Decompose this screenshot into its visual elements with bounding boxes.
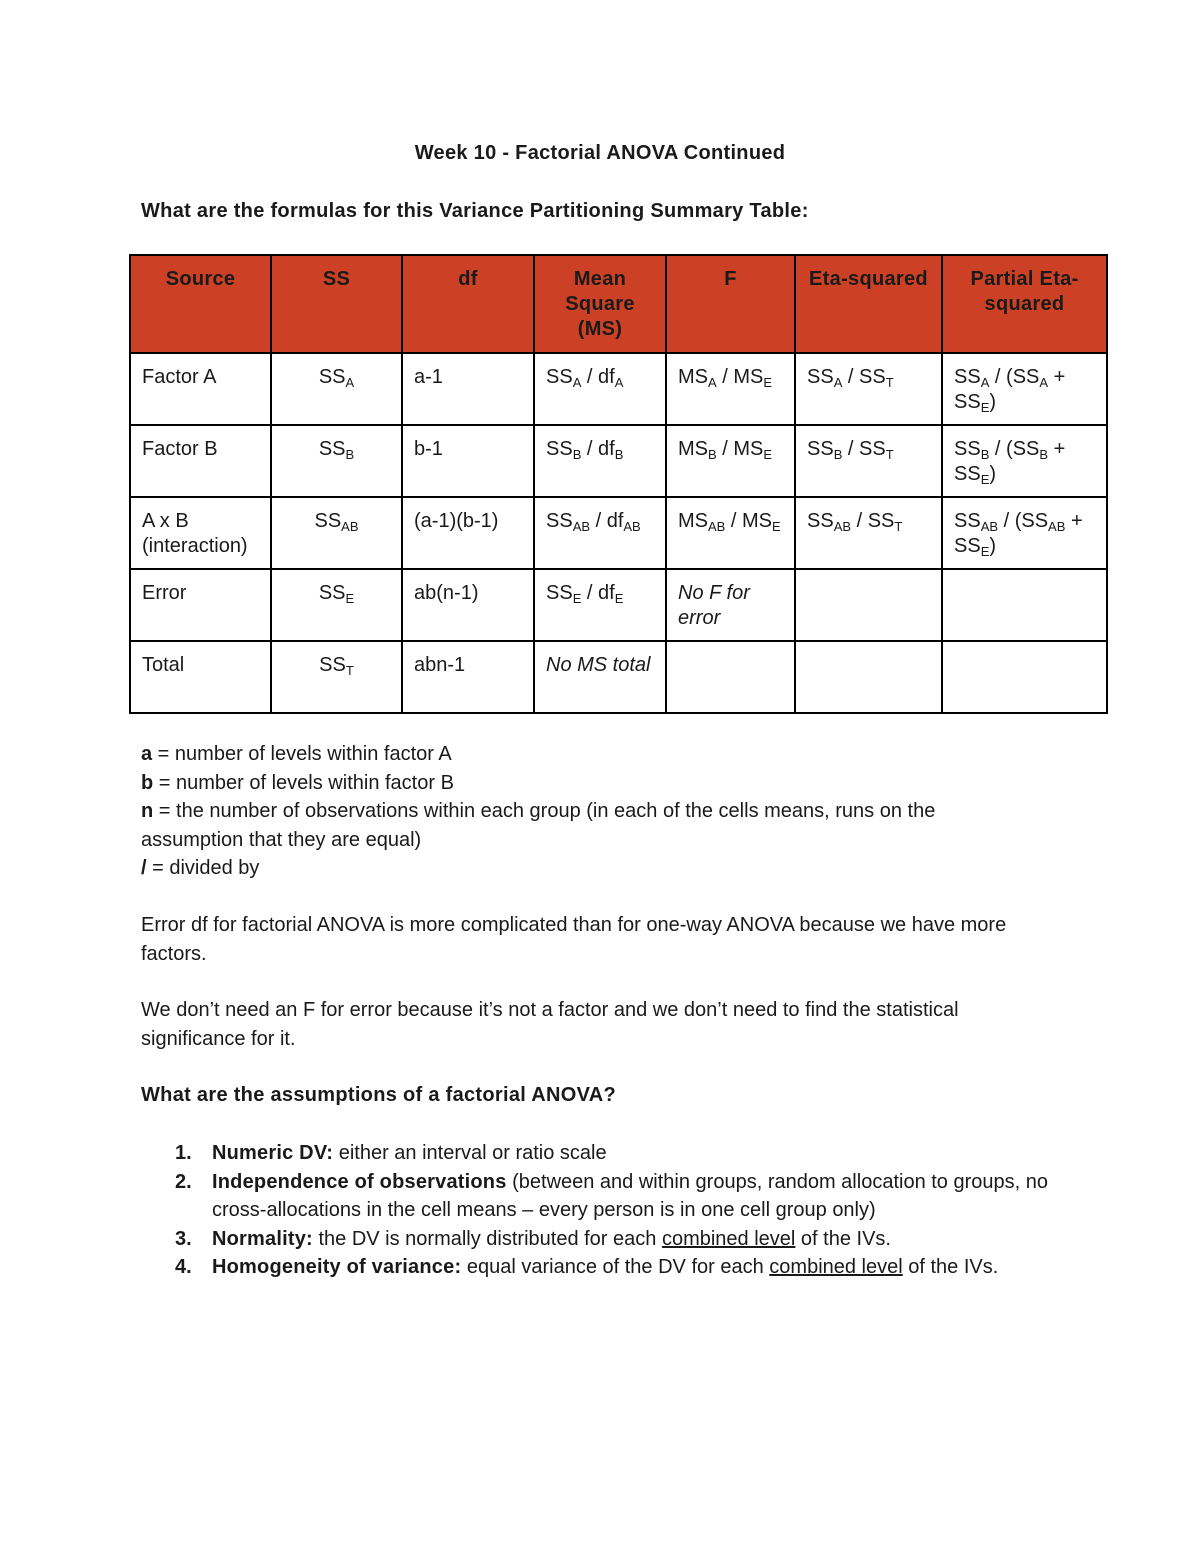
cell-eta-squared: $SS_A / SS_T$ [795,353,942,425]
cell-eta-squared [795,641,942,713]
page-title: Week 10 - Factorial ANOVA Continued [414,142,786,164]
cell-partial-eta-squared [942,641,1107,713]
cell-df: b-1 [402,425,534,497]
cell-ms: $SS_{AB} / df_{AB}$ [534,497,666,569]
cell-f: $MS_B / MS_E$ [666,425,795,497]
cell-ss: $SS_{AB}$ [271,497,402,569]
table-row [130,569,1107,641]
cell-eta-squared: $SS_B / SS_T$ [795,425,942,497]
cell-ss: $SS_A$ [271,353,402,425]
cell-partial-eta-squared: $SS_{AB} / (SS_{AB} + SS_E)$ [942,497,1107,569]
cell-f: $MS_A / MS_E$ [666,353,795,425]
table-row [130,497,1107,569]
variance-partitioning-table [129,254,1108,714]
list-item: 4. Homogeneity of variance: equal variance of the DV for each combined level of the IVs. [175,1256,999,1278]
cell-df: a-1 [402,353,534,425]
cell-source: A x B (interaction) [130,497,271,569]
cell-source: Total [130,641,271,713]
definition-item: / = divided by [141,857,260,879]
paragraph-no-f-error: We don’t need an F for error because it’s not a factor and we don’t need to find the statistical significance for it. [141,999,959,1050]
cell-eta-squared: $SS_{AB} / SS_T$ [795,497,942,569]
header-ms: Mean Square (MS) [534,255,666,353]
table-row [130,641,1107,713]
cell-ms: $SS_B / df_B$ [534,425,666,497]
cell-ss: $SS_E$ [271,569,402,641]
cell-df: abn-1 [402,641,534,713]
table-row [130,353,1107,425]
cell-f: No F for error [666,569,795,641]
table-header-row [130,255,1107,353]
cell-ms: $SS_A / df_A$ [534,353,666,425]
cell-partial-eta-squared [942,569,1107,641]
cell-ss: $SS_T$ [271,641,402,713]
cell-partial-eta-squared: $SS_B / (SS_B + SS_E)$ [942,425,1107,497]
cell-f: $MS_{AB} / MS_E$ [666,497,795,569]
cell-df: ab(n-1) [402,569,534,641]
header-ss: SS [271,255,402,353]
cell-ms: $SS_E / df_E$ [534,569,666,641]
cell-eta-squared [795,569,942,641]
cell-ss: $SS_B$ [271,425,402,497]
question-formulas: What are the formulas for this Variance Partitioning Summary Table: [141,200,809,222]
table-row [130,425,1107,497]
header-eta-squared: Eta-squared [795,255,942,353]
header-df: df [402,255,534,353]
definition-item: a = number of levels within factor A [141,743,452,765]
cell-partial-eta-squared: $SS_A / (SS_A + SS_E)$ [942,353,1107,425]
definition-item: b = number of levels within factor B [141,771,454,794]
paragraph-error-df: Error df for factorial ANOVA is more complicated than for one-way ANOVA because we have more factors. [141,914,1007,965]
header-f: F [666,255,795,353]
header-source: Source [130,255,271,353]
definition-item: n = the number of observations within each group (in each of the cells means, runs on the assumption that they are equal) [141,800,936,851]
cell-df: (a-1)(b-1) [402,497,534,569]
list-item: 2. Independence of observations (between and within groups, random allocation to groups, no cross-allocations in the cell means – every person is in one cell group only) [175,1170,1048,1221]
cell-ms: No MS total [534,641,666,713]
question-assumptions: What are the assumptions of a factorial ANOVA? [141,1084,616,1106]
cell-source: Error [130,569,271,641]
cell-source: Factor B [130,425,271,497]
list-item: 1. Numeric DV: either an interval or ratio scale [175,1142,607,1164]
header-partial-eta-squared: Partial Eta-squared [942,255,1107,353]
cell-f [666,641,795,713]
list-item: 3. Normality: the DV is normally distributed for each combined level of the IVs. [175,1227,891,1250]
assumptions-list [141,1139,1071,1282]
definitions-list [141,740,1041,883]
cell-source: Factor A [130,353,271,425]
